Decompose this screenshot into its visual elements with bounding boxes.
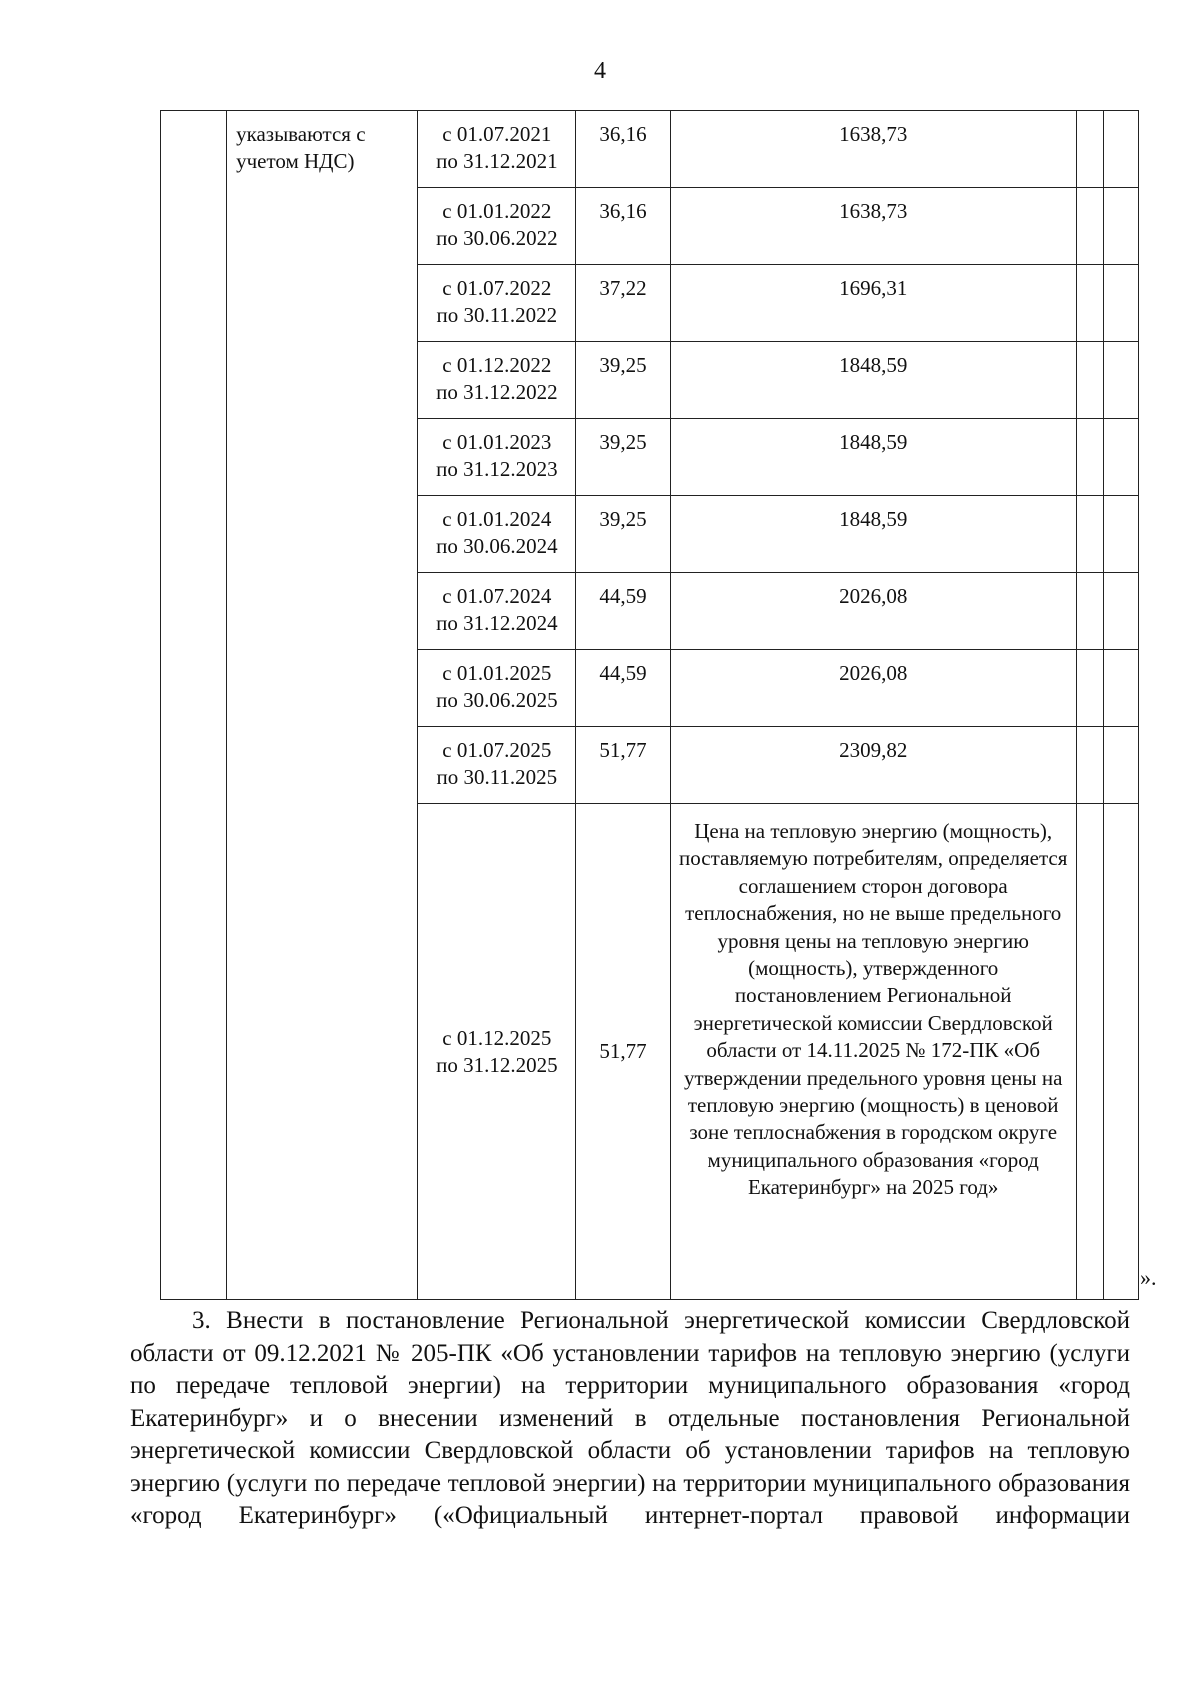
empty-cell: [1076, 111, 1103, 188]
empty-cell: [1076, 727, 1103, 804]
rate-cell: 36,16: [576, 188, 670, 265]
page-number: 4: [594, 58, 606, 84]
price-cell: 2026,08: [670, 573, 1076, 650]
rate-cell: 39,25: [576, 342, 670, 419]
period-cell: с 01.01.2022 по 30.06.2022: [418, 188, 576, 265]
empty-cell: [1103, 804, 1138, 1300]
rate-cell: 51,77: [576, 727, 670, 804]
empty-cell: [1076, 804, 1103, 1300]
price-note-cell: Цена на тепловую энергию (мощность), поставляемую потребителям, определяется соглашением сторон договора теплоснабжения, но не выше предельного уровня цены на тепловую энергию (мощность), утвержденного постановлением Региональной энергетической комиссии Свердловской области от 14.11.2025 № 172-ПК «Об утверждении предельного уровня цены на тепловую энергию (мощность) в ценовой зоне теплоснабжения в городском округе муниципального образования «город Екатеринбург» на 2025 год»: [670, 804, 1076, 1300]
body-paragraph: 3. Внести в постановление Региональной энергетической комиссии Свердловской области от 09.12.2021 № 205-ПК «Об установлении тарифов на тепловую энергию (услуги по передаче тепловой энергии) на территории муниципального образования «город Екатеринбург» и о внесении изменений в отдельные постановления Региональной энергетической комиссии Свердловской области об установлении тарифов на тепловую энергию (услуги по передаче тепловой энергии) на территории муниципального образования «город Екатеринбург» («Официальный интернет-портал правовой информации: [130, 1307, 1130, 1529]
note-cell: указываются с учетом НДС): [227, 111, 418, 1300]
closing-quote: ».: [1140, 1265, 1157, 1290]
period-cell: с 01.07.2025 по 30.11.2025: [418, 727, 576, 804]
rate-cell: 39,25: [576, 496, 670, 573]
price-cell: 1696,31: [670, 265, 1076, 342]
rate-cell: 39,25: [576, 419, 670, 496]
price-cell: 1638,73: [670, 188, 1076, 265]
empty-cell: [1076, 496, 1103, 573]
rate-cell: 36,16: [576, 111, 670, 188]
empty-cell: [1103, 111, 1138, 188]
period-cell: с 01.07.2022 по 30.11.2022: [418, 265, 576, 342]
price-cell: 1848,59: [670, 342, 1076, 419]
empty-cell: [1103, 188, 1138, 265]
rate-cell: 37,22: [576, 265, 670, 342]
empty-cell: [1076, 650, 1103, 727]
rate-cell: 44,59: [576, 573, 670, 650]
empty-cell: [1076, 265, 1103, 342]
period-cell: с 01.07.2021 по 31.12.2021: [418, 111, 576, 188]
period-cell: с 01.01.2023 по 31.12.2023: [418, 419, 576, 496]
blank-cell: [161, 111, 227, 1300]
table-row: [161, 111, 1139, 188]
empty-cell: [1103, 419, 1138, 496]
period-cell: с 01.12.2025 по 31.12.2025: [418, 804, 576, 1300]
empty-cell: [1103, 573, 1138, 650]
empty-cell: [1103, 727, 1138, 804]
rate-cell: 44,59: [576, 650, 670, 727]
empty-cell: [1076, 342, 1103, 419]
empty-cell: [1076, 188, 1103, 265]
empty-cell: [1076, 573, 1103, 650]
period-cell: с 01.01.2025 по 30.06.2025: [418, 650, 576, 727]
tariff-table: [160, 110, 1139, 1300]
period-cell: с 01.07.2024 по 31.12.2024: [418, 573, 576, 650]
empty-cell: [1103, 496, 1138, 573]
period-cell: с 01.12.2022 по 31.12.2022: [418, 342, 576, 419]
empty-cell: [1076, 419, 1103, 496]
rate-cell: 51,77: [576, 804, 670, 1300]
price-cell: 1848,59: [670, 419, 1076, 496]
empty-cell: [1103, 265, 1138, 342]
empty-cell: [1103, 650, 1138, 727]
price-cell: 1638,73: [670, 111, 1076, 188]
price-cell: 2309,82: [670, 727, 1076, 804]
price-cell: 1848,59: [670, 496, 1076, 573]
empty-cell: [1103, 342, 1138, 419]
price-cell: 2026,08: [670, 650, 1076, 727]
period-cell: с 01.01.2024 по 30.06.2024: [418, 496, 576, 573]
